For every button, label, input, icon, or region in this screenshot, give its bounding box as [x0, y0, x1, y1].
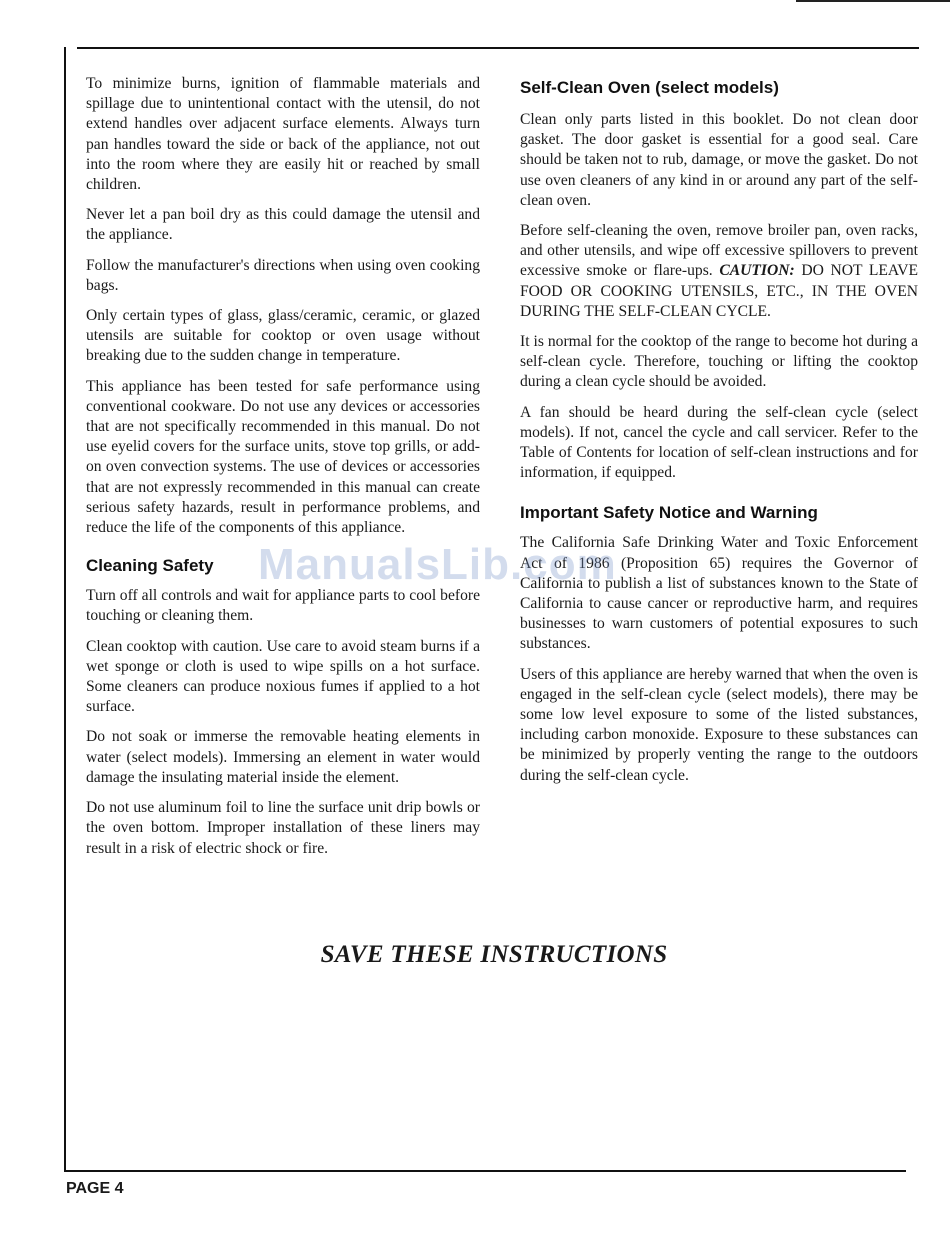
- exposure-warning-paragraph: Users of this appliance are hereby warned that when the oven is engaged in the self-clean cycle (select models), there may be some low level exposure to some of the listed substances, including carbon monoxide. Exposure to these substances can be minimized by properly venting the range to the outdoors during the self-clean cycle.: [520, 665, 918, 784]
- cleaning-controls-paragraph: Turn off all controls and wait for appliance parts to cool before touching or cleaning them.: [86, 587, 480, 625]
- caution-text: DO NOT LEAVE FOOD OR COOKING UTENSILS, ETC., IN THE OVEN DURING THE SELF-CLEAN CYCLE.: [520, 262, 918, 320]
- self-clean-prep-paragraph: [520, 221, 918, 322]
- oven-bags-paragraph: Follow the manufacturer's directions when using oven cooking bags.: [86, 256, 480, 294]
- cleaning-safety-heading: Cleaning Safety: [86, 556, 214, 576]
- safety-notice-heading: Important Safety Notice and Warning: [520, 503, 818, 523]
- glass-utensils-paragraph: Only certain types of glass, glass/ceramic, ceramic, or glazed utensils are suitable for cooktop or oven usage without breaking due to the sudden change in temperature.: [86, 307, 480, 365]
- save-instructions-title: SAVE THESE INSTRUCTIONS: [320, 941, 668, 968]
- caution-label: CAUTION:: [719, 262, 795, 280]
- self-clean-fan-paragraph: A fan should be heard during the self-clean cycle (select models). If not, cancel the cycle and call servicer. Refer to the Table of Contents for location of self-clean instructions and for information, if equipped.: [520, 403, 918, 482]
- proposition-65-paragraph: The California Safe Drinking Water and Toxic Enforcement Act of 1986 (Proposition 65) requires the Governor of California to publish a list of substances known to the State of California to cause cancer or reproductive harm, and requires businesses to warn customers of potential exposures to such substances.: [520, 534, 918, 653]
- self-clean-hot-paragraph: It is normal for the cooktop of the range to become hot during a self-clean cycle. Therefore, touching or lifting the cooktop during a clean cycle should be avoided.: [520, 333, 918, 391]
- frame-left-border: [64, 47, 66, 1171]
- frame-bottom-border: [64, 1170, 906, 1172]
- cleaning-elements-paragraph: Do not soak or immerse the removable heating elements in water (select models). Immersing an element in water would damage the insulating material inside the element.: [86, 728, 480, 786]
- self-clean-gasket-paragraph: Clean only parts listed in this booklet. Do not clean door gasket. The door gasket is essential for a good seal. Care should be taken not to rub, damage, or move the gasket. Do not use oven cleaners of any kind in or around any part of the self-clean oven.: [520, 111, 918, 209]
- watermark: ManualsLib.com: [258, 540, 617, 589]
- left-column: [86, 74, 480, 869]
- pan-handles-paragraph: To minimize burns, ignition of flammable materials and spillage due to unintentional contact with the utensil, do not extend handles over adjacent surface elements. Always turn pan handles toward the side or back of the appliance, not out into the room where they are easily hit or reached by small children.: [86, 75, 480, 194]
- page-number: PAGE 4: [66, 1180, 124, 1197]
- cleaning-cooktop-paragraph: Clean cooktop with caution. Use care to avoid steam burns if a wet sponge or cloth is used to wipe spills on a hot surface. Some cleaners can produce noxious fumes if applied to a hot surface.: [86, 637, 480, 716]
- right-column: [520, 74, 918, 796]
- self-clean-prep-text: Before self-cleaning the oven, remove broiler pan, oven racks, and other utensils, and wipe off excessive spillovers to prevent excessive smoke or flare-ups.: [520, 222, 918, 280]
- top-rule: [796, 0, 950, 2]
- self-clean-heading: Self-Clean Oven (select models): [520, 78, 779, 97]
- cleaning-foil-paragraph: Do not use aluminum foil to line the surface unit drip bowls or the oven bottom. Improper installation of these liners may result in a risk of electric shock or fire.: [86, 799, 480, 857]
- cookware-paragraph: This appliance has been tested for safe performance using conventional cookware. Do not use any devices or accessories that are not specifically recommended in this manual. Do not use eyelid covers for the surface units, stove top grills, or add-on oven convection systems. The use of devices or accessories that are not expressly recommended in this manual can create serious safety hazards, result in performance problems, and reduce the life of the components of this appliance.: [86, 377, 480, 537]
- boil-dry-paragraph: Never let a pan boil dry as this could damage the utensil and the appliance.: [86, 206, 480, 244]
- frame-top-border: [77, 47, 919, 49]
